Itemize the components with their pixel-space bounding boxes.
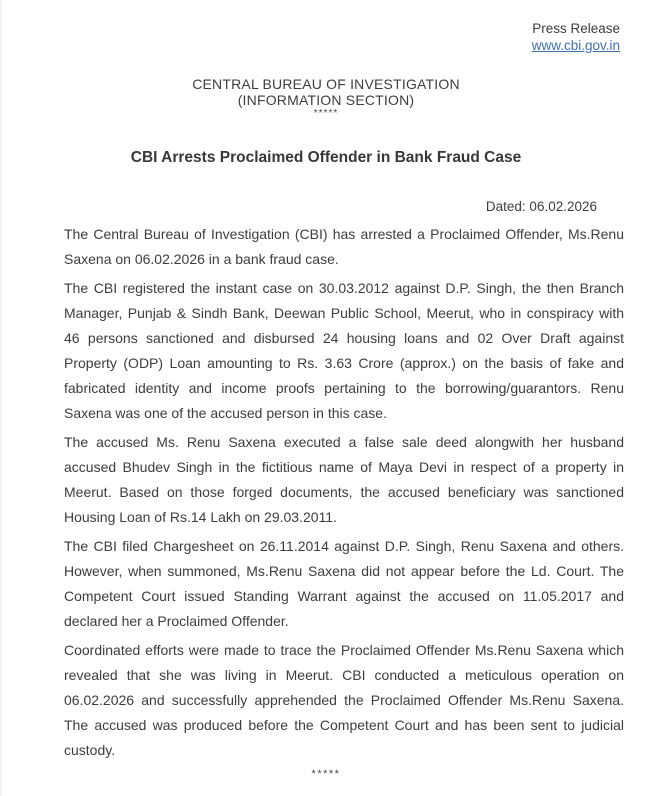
cbi-website-link[interactable]: www.cbi.gov.in xyxy=(531,38,620,53)
body-paragraph-2: The CBI registered the instant case on 30.03.2012 against D.P. Singh, the then Branch Manager, Punjab & Sindh Bank, Deewan Public School, Meerut, who in conspiracy with 46 persons sanctioned and disbursed 24 housing loans and 02 Over Draft against Property (ODP) Loan amounting to Rs. 3.63 Crore (approx.) on the basis of fake and fabricated identity and income proofs pertaining to the borrowing/guarantors. Renu Saxena was one of the accused person in this case. xyxy=(64,280,624,421)
organization-header xyxy=(46,76,606,120)
body-paragraph-4: The CBI filed Chargesheet on 26.11.2014 against D.P. Singh, Renu Saxena and others. However, when summoned, Ms.Renu Saxena did not appear before the Ld. Court. The Competent Court issued Standing Warrant against the accused on 11.05.2017 and declared her a Proclaimed Offender. xyxy=(64,538,624,629)
press-release-label: Press Release xyxy=(532,21,620,36)
body-paragraph-5: Coordinated efforts were made to trace the Proclaimed Offender Ms.Renu Saxena which revealed that she was living in Meerut. CBI conducted a meticulous operation on 06.02.2026 and successfully apprehended the Proclaimed Offender Ms.Renu Saxena. The accused was produced before the Competent Court and has been sent to judicial custody. xyxy=(64,642,624,758)
document-body xyxy=(64,222,624,763)
asterisk-separator-bottom: ***** xyxy=(311,768,341,780)
document-top-right-block xyxy=(64,20,624,54)
body-paragraph-1: The Central Bureau of Investigation (CBI) has arrested a Proclaimed Offender, Ms.Renu Saxena on 06.02.2026 in a bank fraud case. xyxy=(64,226,624,267)
asterisk-separator-top: ***** xyxy=(313,108,339,119)
dated-line: Dated: 06.02.2026 xyxy=(485,199,597,214)
body-paragraph-3: The accused Ms. Renu Saxena executed a false sale deed alongwith her husband accused Bhudev Singh in the fictitious name of Maya Devi in respect of a property in Meerut. Based on those forged documents, the accused beneficiary was sanctioned Housing Loan of Rs.14 Lakh on 29.03.2011. xyxy=(64,434,624,525)
organization-section: (INFORMATION SECTION) xyxy=(237,92,415,108)
document-title: CBI Arrests Proclaimed Offender in Bank Fraud Case xyxy=(130,149,522,166)
organization-name: CENTRAL BUREAU OF INVESTIGATION xyxy=(192,76,460,92)
